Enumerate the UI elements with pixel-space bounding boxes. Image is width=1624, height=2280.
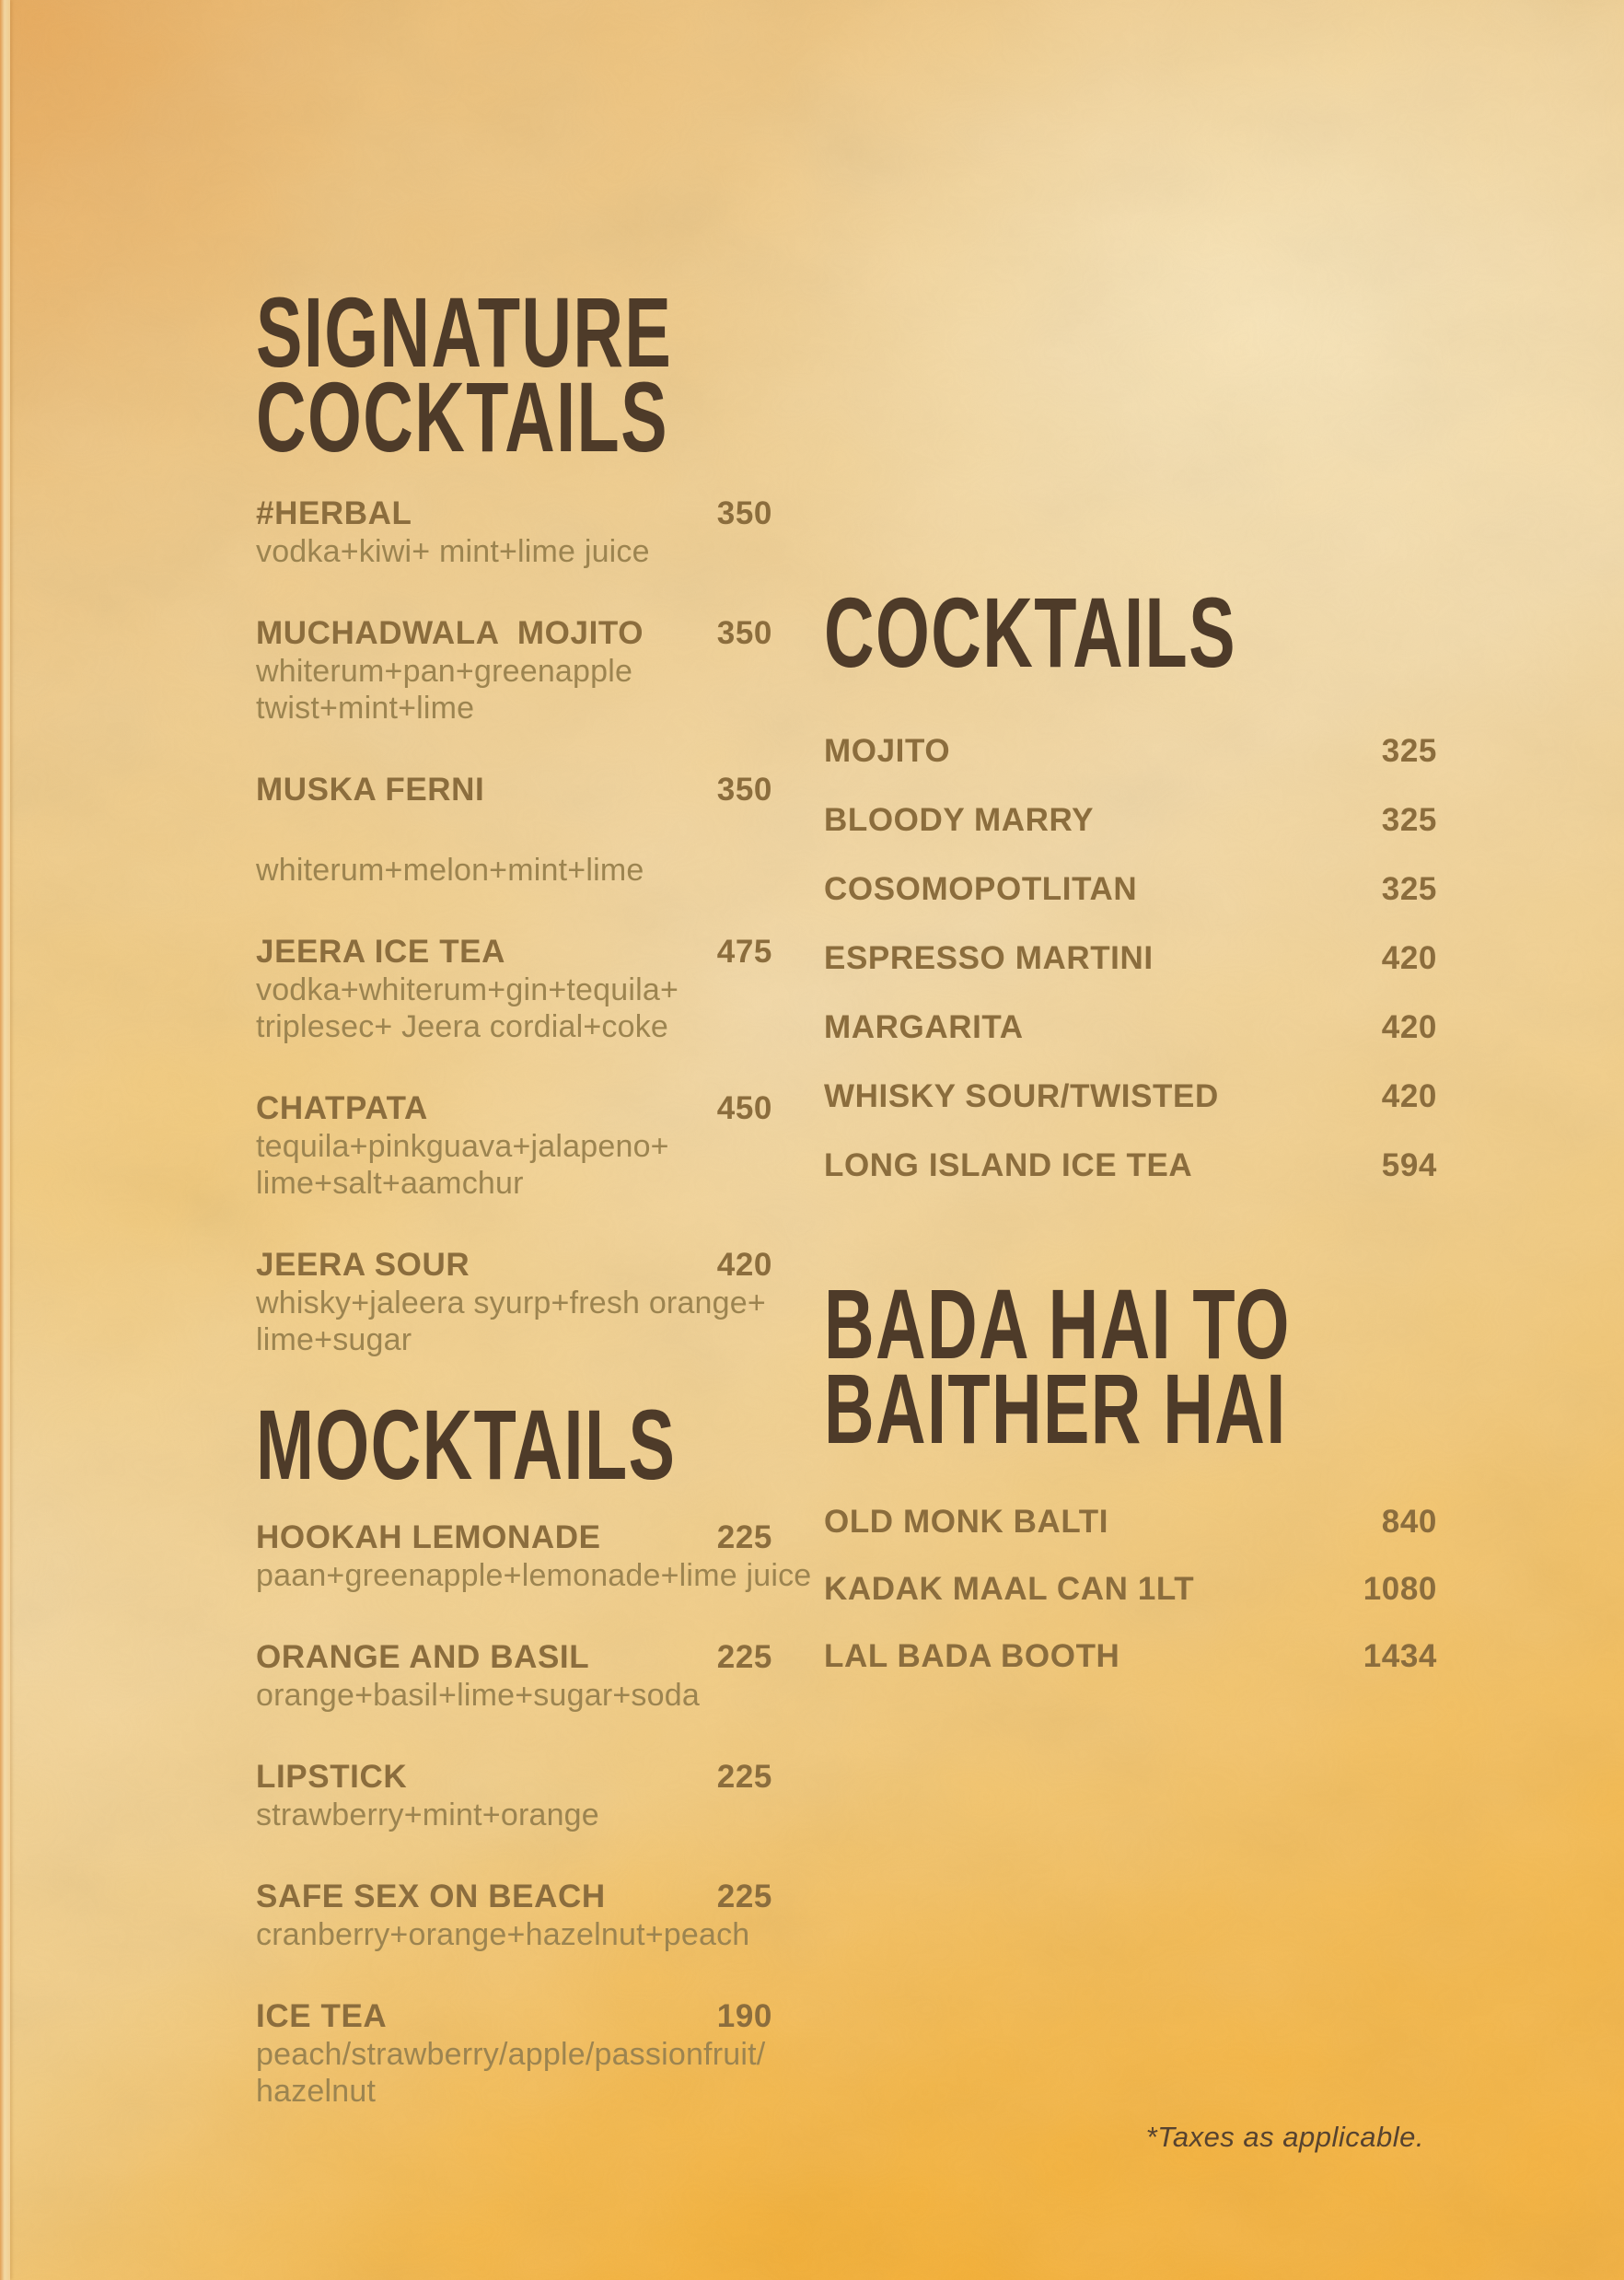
item-name: ORANGE AND BASIL	[256, 1639, 590, 1675]
item-price: 350	[716, 772, 772, 808]
item-price: 190	[716, 1998, 772, 2034]
item-description: cranberry+orange+hazelnut+peach	[256, 1917, 750, 1952]
menu-item-muchadwala-mojito	[256, 614, 772, 727]
item-name: HOOKAH LEMONADE	[256, 1519, 601, 1555]
menu-item-kadak-maal-can-1lt	[824, 1570, 1437, 1609]
item-price: 225	[716, 1519, 772, 1555]
menu-item-herbal	[256, 494, 772, 570]
item-price: 225	[716, 1759, 772, 1795]
page-edge-highlight	[0, 0, 10, 2280]
taxes-note: *Taxes as applicable.	[1145, 2121, 1424, 2153]
item-name: JEERA SOUR	[256, 1247, 470, 1283]
section-title-line: COCKTAILS	[256, 361, 668, 472]
item-price: 225	[716, 1879, 772, 1914]
item-name: SAFE SEX ON BEACH	[256, 1879, 606, 1914]
item-description: peach/strawberry/apple/passionfruit/ hazelnut	[256, 2037, 766, 2109]
menu-item-margarita	[824, 1008, 1437, 1047]
right-column	[824, 576, 1437, 1704]
item-name: BLOODY MARRY	[824, 802, 1095, 838]
item-name: MUSKA FERNI	[256, 772, 485, 808]
section-title-line: COCKTAILS	[824, 576, 1236, 688]
item-price: 420	[1381, 1078, 1437, 1114]
item-name: LIPSTICK	[256, 1759, 408, 1795]
item-name: KADAK MAAL CAN 1LT	[824, 1571, 1195, 1607]
section-title-cocktails	[824, 576, 1253, 688]
item-price: 450	[716, 1090, 772, 1126]
item-description: whiterum+pan+greenapple twist+mint+lime	[256, 654, 633, 726]
item-name: MARGARITA	[824, 1009, 1024, 1045]
item-description: paan+greenapple+lemonade+lime juice	[256, 1558, 812, 1593]
item-price: 475	[716, 934, 772, 970]
item-price: 1434	[1363, 1638, 1437, 1674]
section-title-line: SIGNATURE	[256, 276, 673, 388]
item-name: COSOMOPOTLITAN	[824, 871, 1138, 907]
menu-item-espresso-martini	[824, 939, 1437, 978]
item-price: 225	[716, 1639, 772, 1675]
menu-item-ice-tea	[256, 1997, 772, 2110]
section-title-line: BADA HAI TO	[824, 1268, 1291, 1379]
item-price: 420	[1381, 940, 1437, 976]
item-name: MOJITO	[824, 733, 951, 769]
section-title-mocktails	[256, 1389, 677, 1500]
item-description: vodka+whiterum+gin+tequila+ triplesec+ Jeera cordial+coke	[256, 972, 679, 1044]
item-description: tequila+pinkguava+jalapeno+ lime+salt+aamchur	[256, 1129, 669, 1201]
item-name: WHISKY SOUR/TWISTED	[824, 1078, 1219, 1114]
section-title-bada-hai-to-baither-hai	[824, 1268, 1291, 1464]
item-description: whiterum+melon+mint+lime	[256, 853, 644, 888]
item-description: vodka+kiwi+ mint+lime juice	[256, 534, 650, 569]
menu-item-long-island-ice-tea	[824, 1146, 1437, 1185]
section-title-line: BAITHER HAI	[824, 1353, 1287, 1464]
menu-item-cosomopotlitan	[824, 870, 1437, 909]
item-name: #HERBAL	[256, 495, 412, 531]
menu-item-bloody-marry	[824, 801, 1437, 840]
menu-item-lal-bada-booth	[824, 1637, 1437, 1676]
item-name: ICE TEA	[256, 1998, 388, 2034]
menu-item-whisky-sour-twisted	[824, 1077, 1437, 1116]
item-name: ESPRESSO MARTINI	[824, 940, 1154, 976]
section-title-line: MOCKTAILS	[256, 1389, 677, 1500]
menu-item-hookah-lemonade	[256, 1518, 812, 1594]
menu-item-lipstick	[256, 1758, 772, 1833]
item-price: 1080	[1363, 1571, 1437, 1607]
item-description: strawberry+mint+orange	[256, 1797, 599, 1832]
menu-item-safe-sex-on-beach	[256, 1878, 772, 1953]
item-name: CHATPATA	[256, 1090, 428, 1126]
item-description: whisky+jaleera syurp+fresh orange+ lime+sugar	[256, 1285, 766, 1357]
item-name: LAL BADA BOOTH	[824, 1638, 1120, 1674]
section-title-signature-cocktails	[256, 276, 673, 472]
item-price: 420	[716, 1247, 772, 1283]
item-price: 840	[1381, 1504, 1437, 1540]
item-description: orange+basil+lime+sugar+soda	[256, 1678, 700, 1713]
menu-item-muska-ferni	[256, 771, 772, 889]
menu-item-jeera-ice-tea	[256, 933, 772, 1045]
item-name: LONG ISLAND ICE TEA	[824, 1147, 1193, 1183]
item-price: 325	[1381, 871, 1437, 907]
item-price: 350	[716, 495, 772, 531]
item-price: 350	[716, 615, 772, 651]
menu-item-old-monk-balti	[824, 1503, 1437, 1541]
item-name: MUCHADWALA MOJITO	[256, 615, 644, 651]
item-price: 420	[1381, 1009, 1437, 1045]
menu-item-orange-and-basil	[256, 1638, 772, 1714]
item-price: 325	[1381, 733, 1437, 769]
item-price: 325	[1381, 802, 1437, 838]
menu-item-mojito	[824, 732, 1437, 771]
menu-item-chatpata	[256, 1089, 772, 1202]
left-column	[256, 276, 812, 2154]
menu-item-jeera-sour	[256, 1246, 772, 1358]
item-name: JEERA ICE TEA	[256, 934, 506, 970]
item-name: OLD MONK BALTI	[824, 1504, 1109, 1540]
item-price: 594	[1381, 1147, 1437, 1183]
